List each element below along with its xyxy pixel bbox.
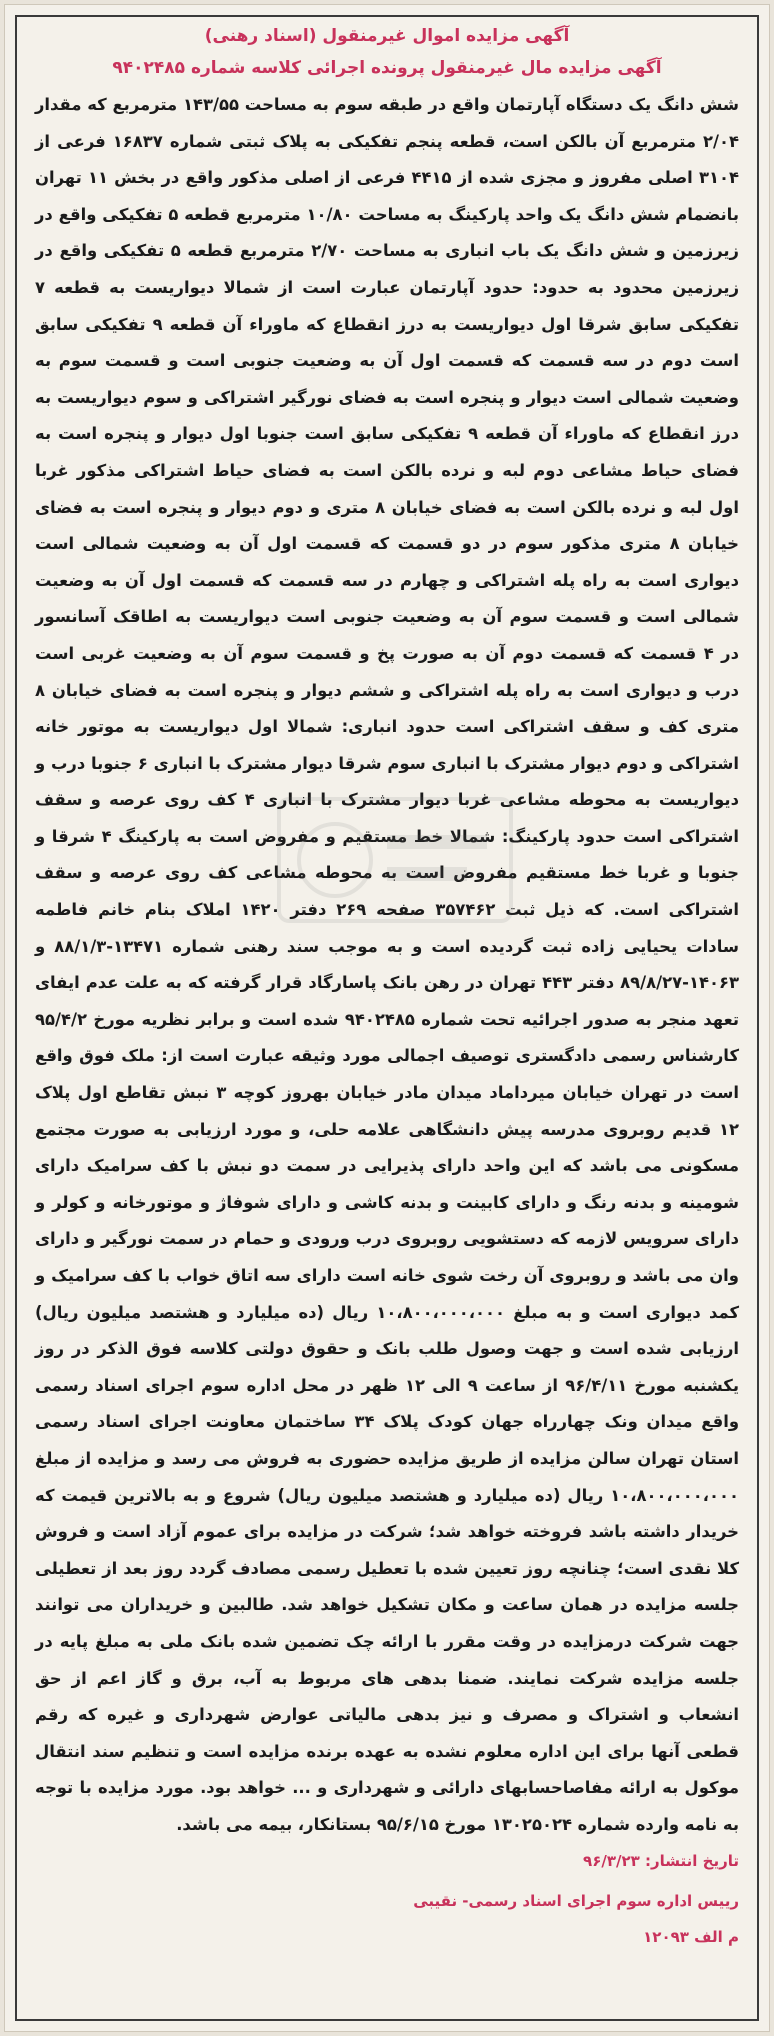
notice-body: شش دانگ یک دستگاه آپارتمان واقع در طبقه سوم به مساحت ۱۴۳/۵۵ مترمربع که مقدار ۲/۰۴ مترمربع آن بالکن است، قطعه پنجم تفکیکی به پلاک ثبتی شماره ۱۶۸۳۷ فرعی از ۳۱۰۴ اصلی مفروز و مجزی شده از ۴۴۱۵ فرعی از اصلی مذکور واقع در بخش ۱۱ تهران بانضمام شش دانگ یک واحد پارکینگ به مساحت ۱۰/۸۰ مترمربع قطعه ۵ تفکیکی واقع در زیرزمین و شش دانگ یک باب انباری به مساحت ۲/۷۰ مترمربع قطعه ۵ تفکیکی واقع در زیرزمین محدود به حدود: حدود آپارتمان عبارت است از شمالا دیواریست به قطعه ۷ تفکیکی سابق شرقا اول دیواریست به درز انقطاع که ماوراء آن قطعه ۹ تفکیکی سابق است دوم در سه قسمت که قسمت اول آن به وضعیت جنوبی است و قسمت سوم به وضعیت شمالی است دیوار و پنجره است به فضای نورگیر اشتراکی و سوم دیواریست به درز انقطاع که ماوراء آن قطعه ۹ تفکیکی سابق است جنوبا اول دیوار و پنجره است به فضای حیاط مشاعی دوم لبه و نرده بالکن است به فضای حیاط اشتراکی مذکور غربا اول لبه و نرده بالکن است به فضای خیابان ۸ متری و دوم دیوار و پنجره است به فضای خیابان ۸ متری مذکور سوم در دو قسمت که قسمت اول آن به وضعیت شمالی است دیواری است به راه پله اشتراکی و چهارم در سه قسمت که قسمت اول آن به وضعیت شمالی است و قسمت سوم آن به وضعیت جنوبی است دیواریست به اطاقک آسانسور در ۴ قسمت که قسمت دوم آن به صورت پخ و قسمت سوم آن به وضعیت غربی است درب و دیواری است به راه پله اشتراکی و ششم دیوار و پنجره است به فضای خیابان ۸ متری کف و سقف اشتراکی است حدود انباری: شمالا اول دیواریست به موتور خانه اشتراکی و دوم دیوار مشترک با انباری سوم شرقا دیوار مشترک با انباری ۶ جنوبا درب و دیواریست به محوطه مشاعی غربا دیوار مشترک با انباری ۴ کف روی عرصه و سقف اشتراکی است حدود پارکینگ: شمالا خط مستقیم و مفروض است به پارکینگ ۴ شرقا و جنوبا و غربا خط مستقیم مفروض است به محوطه مشاعی کف روی عرصه و سقف اشتراکی است. که ذیل ثبت ۳۵۷۴۶۲ صفحه ۲۶۹ دفتر ۱۴۲۰ املاک بنام خانم فاطمه سادات یحیایی زاده ثبت گردیده است و به موجب سند رهنی شماره ۱۳۴۷۱-۸۸/۱/۳ و ۱۴۰۶۳-۸۹/۸/۲۷ دفتر ۴۴۳ تهران در رهن بانک پاسارگاد قرار گرفته که به علت عدم ایفای تعهد منجر به صدور اجرائیه تحت شماره ۹۴۰۲۴۸۵ شده است و برابر نظریه مورخ ۹۵/۴/۲ کارشناس رسمی دادگستری توصیف اجمالی مورد وثیقه عبارت است از: ملک فوق واقع است در تهران خیابان میرداماد میدان مادر خیابان بهروز کوچه ۳ نبش تقاطع اول پلاک ۱۲ قدیم روبروی مدرسه پیش دانشگاهی علامه حلی، و مورد ارزیابی به صورت مجتمع مسکونی می باشد که این واحد دارای پذیرایی در سمت دو نبش با کف سرامیک دارای شومینه و بدنه رنگ و دارای کابینت و بدنه کاشی و دارای شوفاژ و موتورخانه و کولر و دارای سرویس لازمه که دستشویی روبروی درب ورودی و حمام در سمت نورگیر و دارای وان می باشد و روبروی آن رخت شوی خانه است دارای سه اتاق خواب با کف سرامیک و کمد دیواری است و به مبلغ ۱۰،۸۰۰،۰۰۰،۰۰۰ ریال (ده میلیارد و هشتصد میلیون ریال) ارزیابی شده است و جهت وصول طلب بانک و حقوق دولتی کلاسه فوق الذکر در روز یکشنبه مورخ ۹۶/۴/۱۱ از ساعت ۹ الی ۱۲ ظهر در محل اداره سوم اجرای اسناد رسمی واقع میدان ونک چهارراه جهان کودک پلاک ۳۴ ساختمان معاونت اجرای اسناد رسمی استان تهران سالن مزایده از طریق مزایده حضوری به فروش می رسد و مزایده از مبلغ ۱۰،۸۰۰،۰۰۰،۰۰۰ ریال (ده میلیارد و هشتصد میلیون ریال) شروع و به بالاترین قیمت که خریدار داشته باشد فروخته خواهد شد؛ شرکت در مزایده برای عموم آزاد است و فروش کلا نقدی است؛ چنانچه روز تعیین شده با تعطیل رسمی مصادف گردد روز بعد از تعطیلی جلسه مزایده در همان ساعت و مکان تشکیل خواهد شد. طالبین و خریداران می توانند جهت شرکت درمزایده در وقت مقرر با ارائه چک تضمین شده بانک ملی به مبلغ پایه در جلسه مزایده شرکت نمایند. ضمنا بدهی های مربوط به آب، برق و گاز اعم از حق انشعاب و اشتراک و مصرف و نیز بدهی مالیاتی عوارض شهرداری و غیره که رقم قطعی آنها برای این اداره معلوم نشده به عهده برنده مزایده است و تنظیم سند انتقال موکول به ارائه مفاصاحسابهای دارائی و شهرداری و ... خواهد بود. مورد مزایده با توجه به نامه وارده شماره ۱۳۰۲۵۰۲۴ مورخ ۹۵/۶/۱۵ بستانکار، بیمه می باشد. bbox=[35, 95, 740, 1834]
notice-title: آگهی مزایده اموال غیرمنقول (اسناد رهنی) bbox=[204, 26, 570, 46]
notice-footer bbox=[17, 1846, 757, 1952]
newspaper-clipping bbox=[4, 4, 770, 2032]
signature-line: رییس اداره سوم اجرای اسناد رسمی- نقیبی bbox=[413, 1891, 739, 1910]
notice-frame bbox=[15, 15, 759, 2021]
notice-header bbox=[17, 17, 757, 81]
notice-subtitle: آگهی مزایده مال غیرمنقول پرونده اجرائی کلاسه شماره ۹۴۰۲۴۸۵ bbox=[112, 58, 662, 78]
notice-code: م الف ۱۲۰۹۳ bbox=[643, 1927, 739, 1946]
publication-date: تاریخ انتشار: ۹۶/۳/۲۳ bbox=[583, 1851, 739, 1870]
